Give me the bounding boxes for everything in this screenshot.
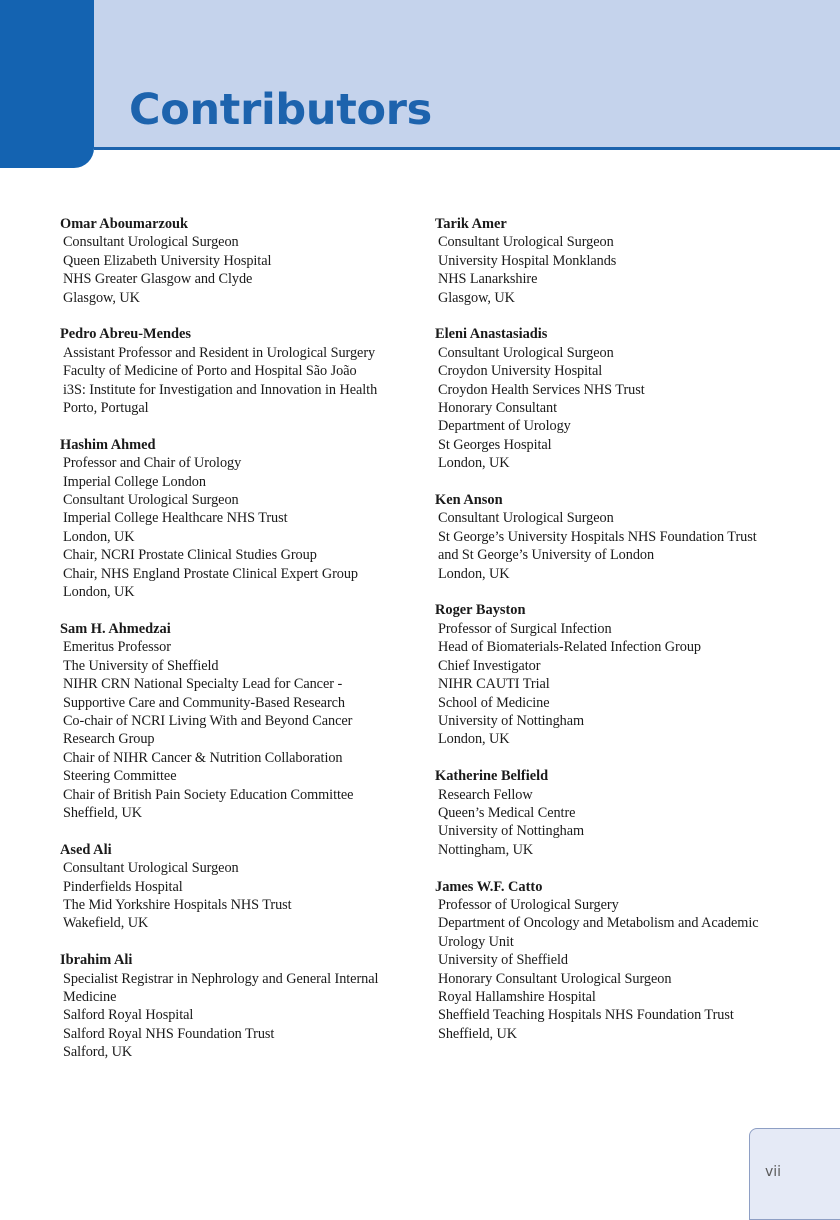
contributor-name: Ased Ali (60, 841, 112, 858)
contributor-affiliation-line: Consultant Urological Surgeon (437, 234, 614, 251)
contributor-affiliation-line: Salford Royal NHS Foundation Trust (62, 1025, 275, 1042)
contributor-entry (435, 325, 800, 472)
header-rule (94, 147, 840, 150)
contributor-affiliation-line: Professor of Urological Surgery (437, 896, 619, 913)
page-title: Contributors (129, 85, 432, 135)
contributor-entry (435, 491, 800, 583)
contributor-affiliation-line: Pinderfields Hospital (62, 878, 183, 895)
contributors-column-right (435, 215, 800, 1062)
contributor-affiliation-line: Supportive Care and Community-Based Research (62, 694, 345, 711)
contributor-affiliation-line: London, UK (437, 731, 510, 748)
contributor-affiliation-line: Nottingham, UK (437, 841, 534, 858)
contributor-affiliation-line: Consultant Urological Surgeon (62, 492, 239, 509)
contributor-affiliation-line: University of Sheffield (437, 952, 569, 969)
contributor-entry (60, 841, 420, 933)
contributor-affiliation-line: Imperial College London (62, 473, 206, 490)
page-number-tab (749, 1128, 840, 1220)
contributor-affiliation-line: Croydon University Hospital (437, 363, 603, 380)
contributor-affiliation-line: Sheffield Teaching Hospitals NHS Foundation Trust (437, 1007, 734, 1024)
contributor-affiliation-line: Assistant Professor and Resident in Urological Surgery (62, 344, 376, 361)
contributor-affiliation-line: London, UK (437, 565, 510, 582)
contributor-affiliation-line: Consultant Urological Surgeon (62, 234, 239, 251)
contributor-affiliation-line: Consultant Urological Surgeon (437, 510, 614, 527)
contributor-affiliation-line: NIHR CRN National Specialty Lead for Cancer - (62, 676, 343, 693)
contributor-affiliation-line: Queen’s Medical Centre (437, 804, 576, 821)
contributors-column-left (60, 215, 420, 1080)
contributor-name: Tarik Amer (435, 216, 507, 232)
page-number: vii (765, 1164, 782, 1180)
contributor-affiliation-line: Sheffield, UK (437, 1025, 518, 1042)
contributor-affiliation-line: Co-chair of NCRI Living With and Beyond Cancer (62, 712, 353, 729)
contributor-name: Ibrahim Ali (60, 952, 133, 969)
contributor-affiliation-line: Professor of Surgical Infection (437, 620, 612, 637)
contributor-entry (60, 951, 420, 1061)
contributor-affiliation-line: Urology Unit (437, 933, 514, 950)
contributor-affiliation-line: Chair, NCRI Prostate Clinical Studies Group (62, 547, 317, 564)
contributor-entry (435, 767, 800, 859)
contributor-affiliation-line: Salford, UK (62, 1044, 133, 1061)
contributor-entry (60, 436, 420, 602)
contributor-affiliation-line: and St George’s University of London (437, 547, 655, 564)
contributor-name: Eleni Anastasiadis (435, 326, 548, 343)
contributor-affiliation-line: i3S: Institute for Investigation and Innovation in Health (62, 381, 378, 398)
contributor-affiliation-line: Faculty of Medicine of Porto and Hospital São João (62, 363, 357, 380)
contributor-affiliation-line: NHS Lanarkshire (437, 271, 538, 288)
contributor-affiliation-line: London, UK (437, 455, 510, 472)
contributor-affiliation-line: Sheffield, UK (62, 804, 143, 821)
contributor-affiliation-line: Royal Hallamshire Hospital (437, 988, 596, 1005)
contributor-affiliation-line: University Hospital Monklands (437, 252, 617, 269)
chapter-corner-tab (0, 0, 94, 168)
contributor-affiliation-line: Glasgow, UK (62, 289, 140, 306)
contributor-entry (60, 215, 420, 307)
contributor-entry (60, 620, 420, 822)
contributor-affiliation-line: Research Fellow (437, 786, 533, 803)
contributor-affiliation-line: The University of Sheffield (62, 657, 219, 674)
contributor-affiliation-line: London, UK (62, 528, 135, 545)
contributor-affiliation-line: Research Group (62, 731, 155, 748)
contributor-name: Roger Bayston (435, 602, 526, 619)
contributor-affiliation-line: NHS Greater Glasgow and Clyde (62, 271, 253, 288)
contributor-name: Sam H. Ahmedzai (60, 620, 171, 637)
contributor-name: James W.F. Catto (435, 878, 543, 895)
contributor-affiliation-line: Professor and Chair of Urology (62, 455, 242, 472)
contributor-affiliation-line: Department of Urology (437, 418, 571, 435)
contributor-affiliation-line: Emeritus Professor (62, 639, 171, 656)
contributor-affiliation-line: University of Nottingham (437, 823, 585, 840)
contributor-affiliation-line: NIHR CAUTI Trial (437, 676, 550, 693)
contributor-affiliation-line: Specialist Registrar in Nephrology and General Internal (62, 970, 379, 987)
contributor-entry (435, 215, 800, 307)
contributor-affiliation-line: School of Medicine (437, 694, 550, 711)
contributor-affiliation-line: London, UK (62, 584, 135, 601)
contributor-affiliation-line: Glasgow, UK (437, 289, 515, 306)
contributor-affiliation-line: Consultant Urological Surgeon (437, 344, 614, 361)
contributor-affiliation-line: The Mid Yorkshire Hospitals NHS Trust (62, 896, 292, 913)
contributor-entry (435, 601, 800, 748)
contributor-affiliation-line: Porto, Portugal (62, 400, 149, 417)
contributor-affiliation-line: Consultant Urological Surgeon (62, 860, 239, 877)
contributor-name: Pedro Abreu-Mendes (60, 326, 191, 343)
contributor-name: Katherine Belfield (435, 768, 549, 785)
contributor-affiliation-line: Honorary Consultant (437, 400, 558, 417)
contributor-affiliation-line: Honorary Consultant Urological Surgeon (437, 970, 672, 987)
contributor-entry (60, 325, 420, 417)
contributor-name: Omar Aboumarzouk (60, 216, 189, 232)
contributor-affiliation-line: Chief Investigator (437, 657, 541, 674)
contributor-affiliation-line: Queen Elizabeth University Hospital (62, 252, 272, 269)
contributor-affiliation-line: Head of Biomaterials-Related Infection Group (437, 639, 701, 656)
contributor-name: Ken Anson (435, 492, 503, 509)
contributor-affiliation-line: St Georges Hospital (437, 436, 552, 453)
contributor-affiliation-line: Medicine (62, 988, 117, 1005)
contributor-entry (435, 878, 800, 1044)
contributor-affiliation-line: University of Nottingham (437, 712, 585, 729)
contributor-affiliation-line: Salford Royal Hospital (62, 1007, 194, 1024)
contributor-affiliation-line: Chair of British Pain Society Education Committee (62, 786, 354, 803)
contributor-name: Hashim Ahmed (60, 436, 156, 453)
contributor-affiliation-line: St George’s University Hospitals NHS Foundation Trust (437, 528, 757, 545)
contributor-affiliation-line: Chair, NHS England Prostate Clinical Expert Group (62, 565, 359, 582)
contributor-affiliation-line: Steering Committee (62, 768, 177, 785)
contributor-affiliation-line: Chair of NIHR Cancer & Nutrition Collaboration (62, 749, 343, 766)
contributor-affiliation-line: Imperial College Healthcare NHS Trust (62, 510, 288, 527)
contributor-affiliation-line: Wakefield, UK (62, 915, 149, 932)
contributor-affiliation-line: Department of Oncology and Metabolism and Academic (437, 915, 759, 932)
contributor-affiliation-line: Croydon Health Services NHS Trust (437, 381, 645, 398)
